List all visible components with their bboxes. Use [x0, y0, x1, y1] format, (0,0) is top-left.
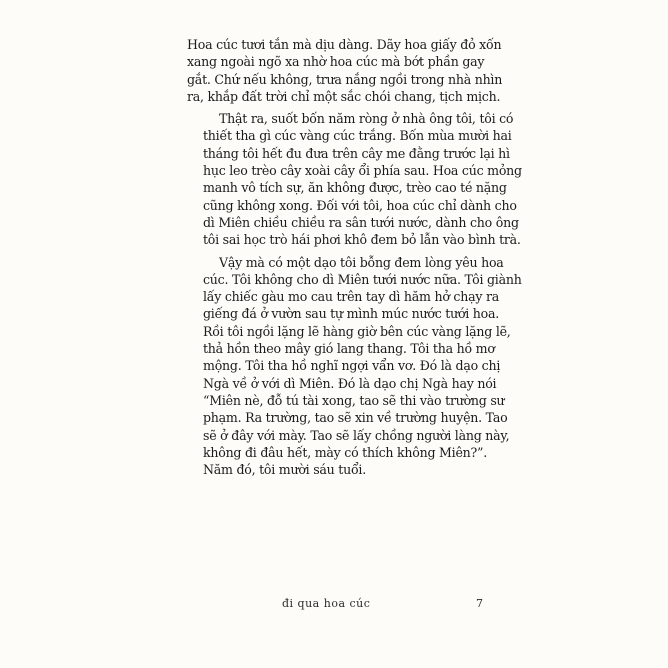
- text-line: Hoa cúc tươi tắn mà dịu dàng. Dãy hoa giấy đỏ xốn: [187, 37, 502, 52]
- text-line: manh vô tích sự, ăn không được, trèo cao té nặng: [203, 180, 507, 196]
- text-line: tháng tôi hết đu đưa trên cây me đằng trước lại hì: [203, 145, 510, 161]
- text-line: mộng. Tôi tha hồ nghĩ ngợi vẩn vơ. Đó là dạo chị: [203, 358, 501, 374]
- text-line: xang ngoài ngõ xa nhờ hoa cúc mà bớt phần gay: [187, 54, 485, 70]
- text-line: thiết tha gì cúc vàng cúc trắng. Bốn mùa mười hai: [203, 128, 512, 144]
- paragraph: [187, 254, 522, 479]
- text-line: thả hồn theo mây gió lang thang. Tôi tha hồ mơ: [203, 341, 495, 357]
- text-line: tôi sai học trò hái phơi khô đem bỏ lẫn vào bình trà.: [203, 232, 521, 248]
- running-title: đi qua hoa cúc: [282, 597, 371, 610]
- text-line: hục leo trèo cây xoài cây ổi phía sau. Hoa cúc mỏng: [203, 163, 522, 179]
- text-line: phạm. Ra trường, tao sẽ xin về trường huyện. Tao: [203, 410, 508, 426]
- text-line: cúc. Tôi không cho dì Miên tưới nước nữa. Tôi giành: [203, 271, 522, 287]
- text-line: sẽ ở đây với mày. Tao sẽ lấy chồng người làng này,: [203, 427, 510, 443]
- text-line: Vậy mà có một dạo tôi bỗng đem lòng yêu hoa: [219, 254, 504, 270]
- paragraph: [187, 36, 503, 105]
- text-line: lấy chiếc gàu mo cau trên tay dì hăm hở chạy ra: [203, 289, 500, 305]
- text-line: Năm đó, tôi mười sáu tuổi.: [203, 462, 366, 478]
- text-line: gắt. Chứ nếu không, trưa nắng ngồi trong nhà nhìn: [187, 71, 503, 87]
- text-line: ra, khắp đất trời chỉ một sắc chói chang, tịch mịch.: [187, 88, 501, 104]
- body-text: [187, 36, 522, 483]
- text-line: giếng đá ở vườn sau tự mình múc nước tưới hoa.: [203, 306, 500, 322]
- text-line: không đi đâu hết, mày có thích không Miên?”.: [203, 444, 487, 460]
- paragraph: [187, 110, 522, 248]
- text-line: Ngà về ở với dì Miên. Đó là dạo chị Ngà hay nói: [203, 375, 497, 391]
- text-line: cũng không xong. Đối với tôi, hoa cúc chỉ dành cho: [203, 197, 517, 213]
- text-line: Thật ra, suốt bốn năm ròng ở nhà ông tôi, tôi có: [219, 111, 514, 127]
- page-number: 7: [476, 597, 483, 610]
- text-line: Rồi tôi ngồi lặng lẽ hàng giờ bên cúc vàng lặng lẽ,: [203, 323, 511, 339]
- text-line: dì Miên chiều chiều ra sân tưới nước, dành cho ông: [203, 214, 519, 230]
- text-line: “Miên nè, đỗ tú tài xong, tao sẽ thi vào trường sư: [203, 392, 505, 408]
